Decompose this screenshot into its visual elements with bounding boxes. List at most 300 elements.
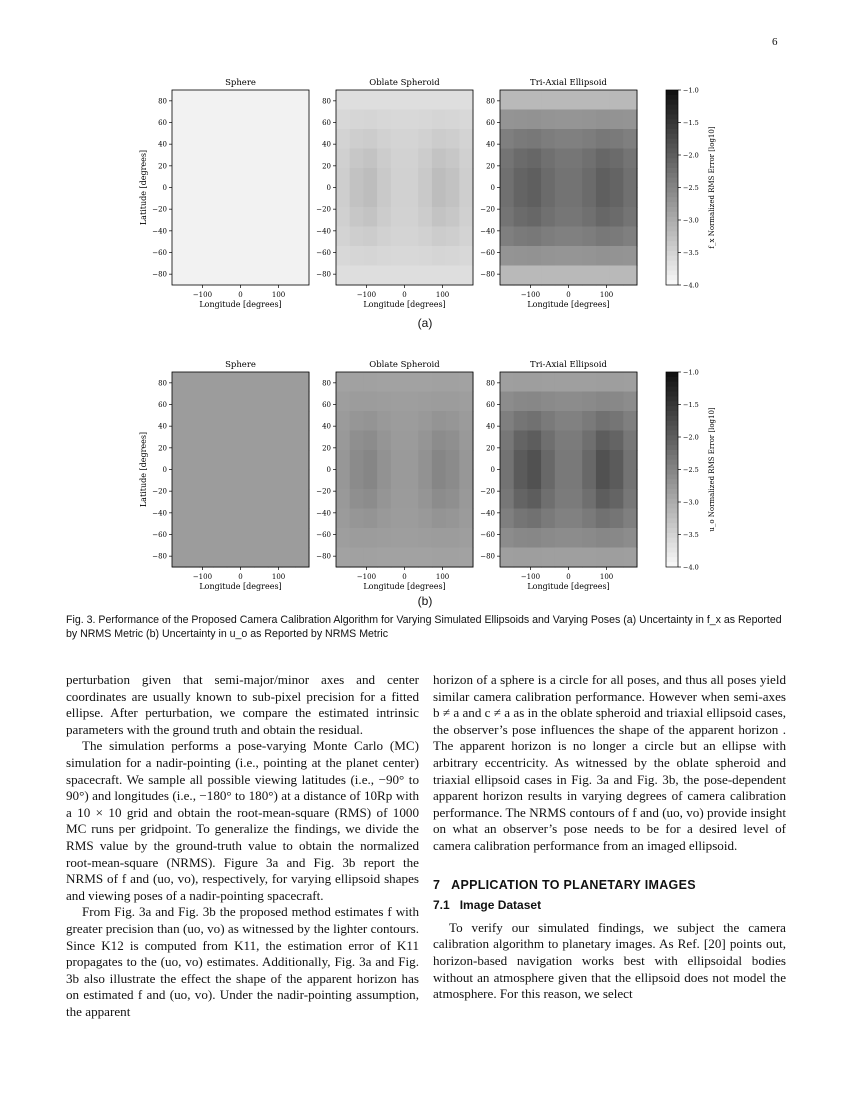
heatmap-cell	[282, 207, 296, 227]
x-axis-label: Longitude [degrees]	[527, 300, 610, 309]
heatmap-cell	[610, 489, 624, 509]
right-column	[433, 672, 786, 1003]
heatmap-cell	[268, 207, 282, 227]
heatmap-cell	[596, 489, 610, 509]
heatmap-cell	[527, 411, 541, 431]
heatmap-cell	[172, 129, 186, 149]
figure-3a-label: (a)	[417, 316, 433, 330]
heatmap-cell	[268, 489, 282, 509]
y-tick-label: −20	[480, 205, 495, 214]
heatmap-cell	[241, 411, 255, 431]
panel-title: Sphere	[225, 78, 256, 88]
heatmap-cell	[432, 188, 446, 208]
heatmap-cell	[295, 207, 309, 227]
heatmap-cell	[241, 470, 255, 490]
heatmap-cell	[377, 372, 391, 392]
colorbar-segment	[666, 513, 678, 518]
heatmap-cell	[541, 470, 555, 490]
heatmap-cell	[199, 266, 213, 286]
colorbar-segment	[666, 479, 678, 484]
heatmap-cell	[268, 188, 282, 208]
heatmap-cell	[405, 246, 419, 266]
colorbar-segment	[666, 212, 678, 217]
heatmap-cell	[282, 411, 296, 431]
colorbar-segment	[666, 119, 678, 124]
heatmap-cell	[623, 509, 637, 529]
heatmap-cell	[446, 509, 460, 529]
colorbar-segment	[666, 450, 678, 455]
heatmap-cell	[186, 90, 200, 110]
heatmap-cell	[500, 207, 514, 227]
heatmap-cell	[186, 188, 200, 208]
heatmap-cell	[377, 110, 391, 130]
heatmap-cell	[582, 266, 596, 286]
heatmap-cell	[295, 129, 309, 149]
heatmap-cell	[350, 266, 364, 286]
heatmap-cell	[596, 188, 610, 208]
heatmap-cell	[541, 548, 555, 568]
heatmap-cell	[541, 207, 555, 227]
y-tick-label: 60	[322, 119, 331, 127]
heatmap-cell	[227, 246, 241, 266]
heatmap-cell	[418, 129, 432, 149]
heatmap-cell	[446, 129, 460, 149]
heatmap-cell	[363, 246, 377, 266]
heatmap-cell	[186, 266, 200, 286]
heatmap-cell	[241, 548, 255, 568]
heatmap-cell	[555, 149, 569, 169]
heatmap-cell	[268, 470, 282, 490]
heatmap-cell	[254, 372, 268, 392]
heatmap-cell	[268, 509, 282, 529]
heatmap-cell	[623, 246, 637, 266]
heatmap-cell	[527, 470, 541, 490]
heatmap-cell	[254, 392, 268, 412]
y-tick-label: 60	[158, 119, 167, 127]
figure-3b-label: (b)	[417, 594, 433, 608]
heatmap-cell	[336, 168, 350, 188]
x-axis-label: Longitude [degrees]	[527, 582, 610, 591]
heatmap-cell	[610, 431, 624, 451]
heatmap-cell	[514, 372, 528, 392]
heatmap-cell	[541, 188, 555, 208]
y-tick-label: −20	[316, 487, 331, 496]
y-tick-label: 60	[158, 401, 167, 409]
heatmap-cell	[555, 207, 569, 227]
colorbar-segment	[666, 114, 678, 119]
heatmap-cell	[582, 90, 596, 110]
heatmap-cell	[241, 489, 255, 509]
x-tick-label: 100	[435, 291, 450, 299]
heatmap-cell	[596, 470, 610, 490]
colorbar-segment	[666, 168, 678, 173]
heatmap-cell	[555, 227, 569, 247]
colorbar-segment	[666, 557, 678, 562]
heatmap-cell	[350, 548, 364, 568]
heatmap-cell	[186, 227, 200, 247]
heatmap-cell	[336, 188, 350, 208]
y-tick-label: −60	[152, 531, 167, 539]
heatmap-cell	[500, 509, 514, 529]
heatmap-cell	[282, 392, 296, 412]
heatmap-cell	[199, 188, 213, 208]
heatmap-cell	[514, 188, 528, 208]
heatmap-cell	[377, 528, 391, 548]
colorbar-segment	[666, 227, 678, 232]
x-axis-label: Longitude [degrees]	[363, 582, 446, 591]
heatmap-cell	[336, 266, 350, 286]
figure-3b-plot	[0, 352, 850, 592]
heatmap-cell	[446, 227, 460, 247]
heatmap-cell	[432, 90, 446, 110]
colorbar-segment	[666, 251, 678, 256]
heatmap-cell	[350, 372, 364, 392]
heatmap-cell	[514, 90, 528, 110]
colorbar-segment	[666, 256, 678, 261]
colorbar-segment	[666, 90, 678, 95]
colorbar-segment	[666, 183, 678, 188]
heatmap-cell	[569, 90, 583, 110]
heatmap-cell	[459, 392, 473, 412]
section-heading	[433, 877, 786, 894]
heatmap-cell	[446, 392, 460, 412]
heatmap-cell	[377, 489, 391, 509]
heatmap-cell	[241, 207, 255, 227]
heatmap-cell	[405, 372, 419, 392]
heatmap-cell	[405, 90, 419, 110]
heatmap-cell	[363, 372, 377, 392]
heatmap-cell	[405, 168, 419, 188]
colorbar-segment	[666, 392, 678, 397]
heatmap-cell	[569, 392, 583, 412]
heatmap-cell	[527, 392, 541, 412]
heatmap-cell	[336, 431, 350, 451]
heatmap-cell	[227, 90, 241, 110]
heatmap-cell	[405, 207, 419, 227]
heatmap-cell	[555, 489, 569, 509]
page-number: 6	[772, 36, 778, 48]
heatmap-cell	[610, 90, 624, 110]
y-tick-label: 80	[158, 97, 167, 106]
heatmap-cell	[432, 431, 446, 451]
heatmap-cell	[500, 246, 514, 266]
colorbar-tick-label: −2.0	[683, 151, 699, 160]
heatmap-cell	[213, 509, 227, 529]
heatmap-cell	[254, 411, 268, 431]
y-tick-label: 40	[486, 140, 495, 149]
heatmap-cell	[213, 431, 227, 451]
heatmap-cell	[500, 372, 514, 392]
heatmap-cell	[541, 431, 555, 451]
colorbar-segment	[666, 105, 678, 110]
heatmap-cell	[555, 372, 569, 392]
colorbar-segment	[666, 523, 678, 528]
colorbar-tick-label: −3.5	[683, 531, 699, 539]
heatmap-cell	[527, 246, 541, 266]
heatmap-cell	[418, 528, 432, 548]
heatmap-cell	[527, 548, 541, 568]
heatmap-cell	[527, 509, 541, 529]
heatmap-cell	[569, 450, 583, 470]
y-axis-label: Latitude [degrees]	[139, 149, 148, 226]
heatmap-cell	[186, 129, 200, 149]
heatmap-cell	[623, 450, 637, 470]
heatmap-cell	[610, 548, 624, 568]
heatmap-cell	[199, 470, 213, 490]
heatmap-cell	[363, 431, 377, 451]
heatmap-cell	[514, 246, 528, 266]
heatmap-cell	[241, 188, 255, 208]
heatmap-cell	[459, 266, 473, 286]
heatmap-cell	[227, 411, 241, 431]
heatmap-cell	[623, 227, 637, 247]
heatmap-cell	[500, 129, 514, 149]
heatmap-cell	[610, 149, 624, 169]
heatmap-cell	[446, 266, 460, 286]
heatmap-cell	[199, 246, 213, 266]
heatmap-cell	[391, 188, 405, 208]
heatmap-cell	[213, 246, 227, 266]
heatmap-cell	[432, 129, 446, 149]
heatmap-cell	[459, 188, 473, 208]
heatmap-cell	[527, 168, 541, 188]
heatmap-cell	[391, 90, 405, 110]
y-tick-label: 0	[326, 184, 331, 192]
heatmap-cell	[295, 450, 309, 470]
colorbar-segment	[666, 124, 678, 129]
heatmap-cell	[199, 411, 213, 431]
heatmap-cell	[363, 188, 377, 208]
x-tick-label: 0	[238, 291, 243, 299]
heatmap-cell	[446, 431, 460, 451]
heatmap-cell	[610, 188, 624, 208]
colorbar-segment	[666, 153, 678, 158]
heatmap-cell	[254, 227, 268, 247]
heatmap-cell	[172, 246, 186, 266]
colorbar-segment	[666, 207, 678, 212]
heatmap-cell	[391, 168, 405, 188]
y-tick-label: 40	[486, 422, 495, 431]
heatmap-cell	[541, 227, 555, 247]
heatmap-cell	[172, 168, 186, 188]
heatmap-cell	[500, 411, 514, 431]
heatmap-cell	[199, 227, 213, 247]
heatmap-cell	[254, 149, 268, 169]
heatmap-cell	[350, 207, 364, 227]
colorbar-segment	[666, 445, 678, 450]
heatmap-cell	[199, 372, 213, 392]
colorbar-segment	[666, 460, 678, 465]
heatmap-cell	[186, 470, 200, 490]
heatmap-cell	[596, 207, 610, 227]
heatmap-cell	[459, 509, 473, 529]
heatmap-panel-tri-axial-ellipsoid	[480, 78, 637, 309]
heatmap-cell	[268, 392, 282, 412]
heatmap-cell	[363, 227, 377, 247]
heatmap-cell	[213, 528, 227, 548]
heatmap-cell	[172, 411, 186, 431]
heatmap-cell	[446, 372, 460, 392]
heatmap-cell	[377, 168, 391, 188]
heatmap-cell	[432, 450, 446, 470]
heatmap-cell	[555, 110, 569, 130]
heatmap-cell	[377, 246, 391, 266]
heatmap-cell	[432, 392, 446, 412]
heatmap-cell	[555, 411, 569, 431]
heatmap-cell	[213, 207, 227, 227]
heatmap-cell	[541, 149, 555, 169]
heatmap-cell	[527, 372, 541, 392]
heatmap-cell	[596, 528, 610, 548]
heatmap-cell	[623, 470, 637, 490]
heatmap-cell	[500, 470, 514, 490]
heatmap-cell	[405, 266, 419, 286]
heatmap-cell	[541, 168, 555, 188]
y-tick-label: −60	[480, 249, 495, 257]
heatmap-cell	[459, 207, 473, 227]
heatmap-cell	[596, 548, 610, 568]
heatmap-cell	[582, 246, 596, 266]
heatmap-cell	[582, 470, 596, 490]
heatmap-cell	[213, 227, 227, 247]
heatmap-cell	[336, 246, 350, 266]
heatmap-cell	[213, 372, 227, 392]
heatmap-cell	[596, 149, 610, 169]
heatmap-cell	[446, 207, 460, 227]
heatmap-cell	[405, 548, 419, 568]
heatmap-cell	[377, 266, 391, 286]
heatmap-cell	[623, 90, 637, 110]
colorbar-segment	[666, 484, 678, 489]
heatmap-cell	[623, 431, 637, 451]
heatmap-cell	[199, 548, 213, 568]
heatmap-cell	[363, 509, 377, 529]
heatmap-cell	[596, 411, 610, 431]
heatmap-cell	[582, 188, 596, 208]
heatmap-cell	[254, 188, 268, 208]
heatmap-cell	[172, 90, 186, 110]
heatmap-cell	[514, 528, 528, 548]
x-tick-label: −100	[356, 291, 377, 299]
colorbar-segment	[666, 95, 678, 100]
heatmap-cell	[500, 188, 514, 208]
heatmap-cell	[432, 266, 446, 286]
heatmap-panel-tri-axial-ellipsoid	[480, 360, 637, 591]
colorbar-tick-label: −3.5	[683, 249, 699, 257]
heatmap-cell	[555, 392, 569, 412]
heatmap-cell	[213, 266, 227, 286]
colorbar-segment	[666, 474, 678, 479]
heatmap-cell	[350, 110, 364, 130]
colorbar-segment	[666, 100, 678, 105]
heatmap-cell	[514, 149, 528, 169]
heatmap-cell	[391, 227, 405, 247]
heatmap-cell	[432, 548, 446, 568]
y-tick-label: 20	[158, 444, 167, 453]
heatmap-cell	[555, 246, 569, 266]
colorbar-segment	[666, 202, 678, 207]
colorbar-tick-label: −2.5	[683, 466, 699, 474]
heatmap-cell	[446, 110, 460, 130]
heatmap-cell	[268, 168, 282, 188]
y-tick-label: −20	[480, 487, 495, 496]
colorbar-segment	[666, 387, 678, 392]
heatmap-cell	[377, 227, 391, 247]
heatmap-cell	[295, 110, 309, 130]
heatmap-cell	[186, 246, 200, 266]
caption-text: Fig. 3. Performance of the Proposed Camera Calibration Algorithm for Varying Simulated Ellipsoids and Varying Poses (a) Uncertainty in f_x as Reported by NRMS Metric (b) Uncertainty in u_o as Reported by NRMS Metric	[66, 614, 782, 640]
heatmap-cell	[514, 411, 528, 431]
x-tick-label: 0	[402, 291, 407, 299]
y-tick-label: −20	[152, 205, 167, 214]
heatmap-cell	[186, 548, 200, 568]
heatmap-cell	[569, 207, 583, 227]
section-title: APPLICATION TO PLANETARY IMAGES	[451, 877, 696, 892]
heatmap-cell	[610, 392, 624, 412]
heatmap-cell	[432, 411, 446, 431]
heatmap-cell	[405, 489, 419, 509]
colorbar-segment	[666, 504, 678, 509]
heatmap-cell	[514, 431, 528, 451]
heatmap-cell	[569, 509, 583, 529]
heatmap-cell	[527, 110, 541, 130]
heatmap-cell	[199, 489, 213, 509]
heatmap-cell	[555, 90, 569, 110]
y-tick-label: 0	[162, 466, 167, 474]
left-column	[66, 672, 419, 1020]
heatmap-cell	[555, 431, 569, 451]
heatmap-cell	[282, 168, 296, 188]
heatmap-cell	[405, 129, 419, 149]
heatmap-cell	[459, 450, 473, 470]
colorbar-tick-label: −1.0	[683, 368, 699, 377]
y-tick-label: 80	[486, 97, 495, 106]
colorbar-segment	[666, 533, 678, 538]
colorbar-tick-label: −1.5	[683, 119, 699, 127]
heatmap-cell	[541, 450, 555, 470]
heatmap-cell	[623, 188, 637, 208]
heatmap-cell	[500, 528, 514, 548]
heatmap-cell	[363, 450, 377, 470]
heatmap-cell	[227, 431, 241, 451]
heatmap-cell	[186, 411, 200, 431]
heatmap-cell	[405, 528, 419, 548]
paragraph: horizon of a sphere is a circle for all poses, and thus all poses yield similar camera calibration performance. However when semi-axes b ≠ a and c ≠ a as in the oblate spheroid and triaxial ellipsoid cases, the observer’s pose influences the shape of the apparent horizon . The apparent horizon is no longer a circle but an ellipse with arbitrary eccentricity. As witnessed by the oblate spheroid and triaxial ellipsoid cases in Fig. 3a and Fig. 3b, the pose-dependent apparent horizon results in varying degrees of camera calibration performance. The NRMS contours of f and (uo, vo) provide insight on what an observer’s pose needs to be for a desired level of camera calibration performance from an imaged ellipsoid.	[433, 672, 786, 853]
heatmap-cell	[541, 411, 555, 431]
y-tick-label: 80	[322, 379, 331, 388]
x-tick-label: 0	[402, 573, 407, 581]
heatmap-cell	[268, 227, 282, 247]
heatmap-cell	[500, 431, 514, 451]
heatmap-cell	[391, 431, 405, 451]
heatmap-cell	[405, 509, 419, 529]
heatmap-cell	[186, 110, 200, 130]
colorbar-segment	[666, 465, 678, 470]
heatmap-cell	[418, 246, 432, 266]
heatmap-cell	[500, 266, 514, 286]
heatmap-cell	[391, 207, 405, 227]
colorbar-segment	[666, 489, 678, 494]
heatmap-cell	[241, 227, 255, 247]
colorbar-segment	[666, 426, 678, 431]
y-tick-label: −80	[152, 552, 167, 561]
y-tick-label: 60	[486, 401, 495, 409]
panel-title: Oblate Spheroid	[369, 78, 440, 88]
heatmap-cell	[391, 149, 405, 169]
heatmap-cell	[418, 392, 432, 412]
heatmap-cell	[582, 431, 596, 451]
y-tick-label: −60	[152, 249, 167, 257]
